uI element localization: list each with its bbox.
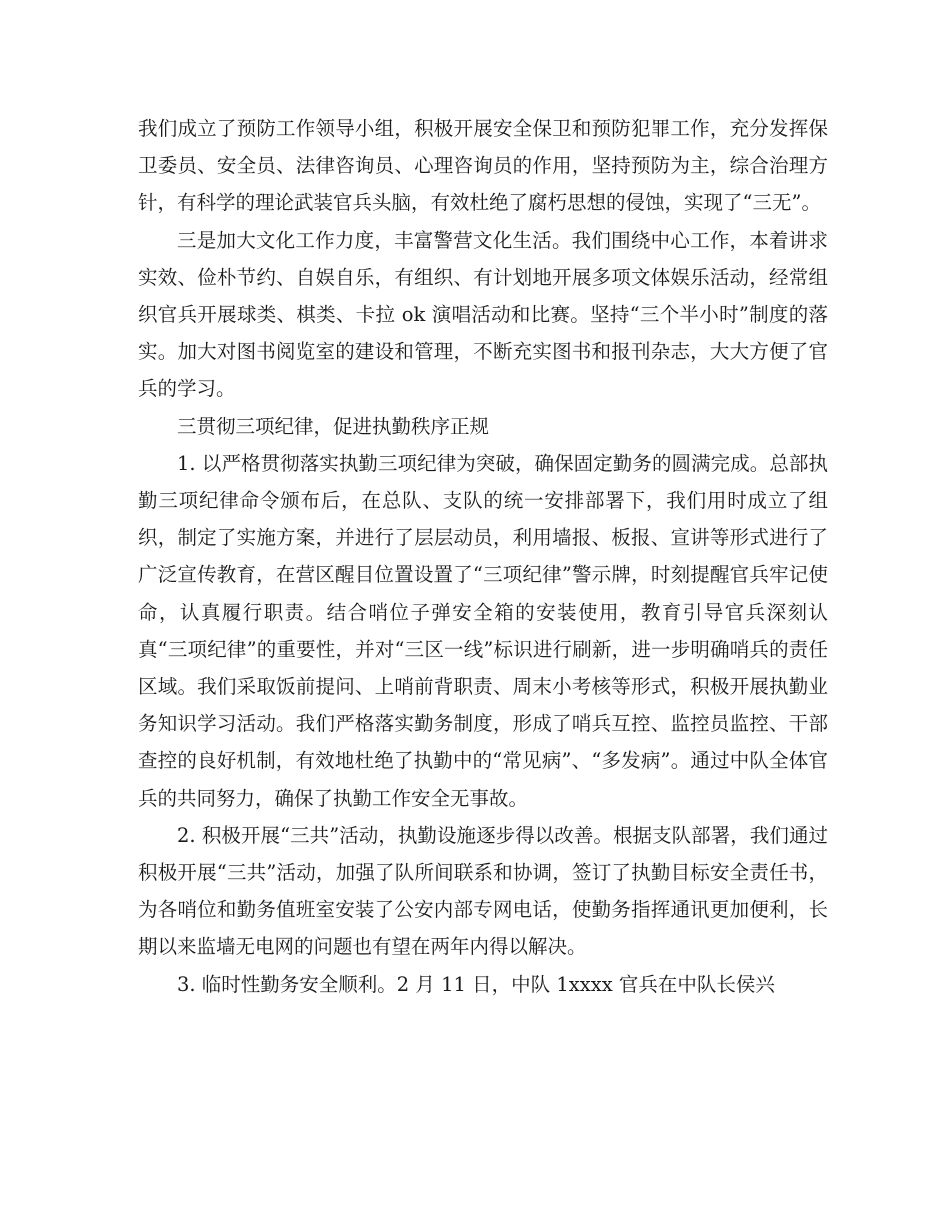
paragraph-3: 1. 以严格贯彻落实执勤三项纪律为突破，确保固定勤务的圆满完成。总部执勤三项纪律命令颁布后，在总队、支队的统一安排部署下，我们用时成立了组织，制定了实施方案，并进行了层层动员，利用墙报、板报、宣讲等形式进行了广泛宣传教育，在营区醒目位置设置了“三项纪律”警示牌，时刻提醒官兵牢记使命，认真履行职责。结合哨位子弹安全箱的安装使用，教育引导官兵深刻认真“三项纪律”的重要性，并对“三区一线”标识进行刷新，进一步明确哨兵的责任区域。我们采取饭前提问、上哨前背职责、周末小考核等形式，积极开展执勤业务知识学习活动。我们严格落实勤务制度，形成了哨兵互控、监控员监控、干部查控的良好机制，有效地杜绝了执勤中的“常见病”、“多发病”。通过中队全体官兵的共同努力，确保了执勤工作安全无事故。 xyxy=(138,451,828,810)
paragraph-1: 我们成立了预防工作领导小组，积极开展安全保卫和预防犯罪工作，充分发挥保卫委员、安全员、法律咨询员、心理咨询员的作用，坚持预防为主，综合治理方针，有科学的理论武装官兵头脑，有效杜绝了腐朽思想的侵蚀，实现了“三无”。 xyxy=(138,117,828,215)
paragraph-5: 3. 临时性勤务安全顺利。2 月 11 日，中队 1xxxx 官兵在中队长侯兴 xyxy=(177,972,775,996)
section-heading: 三贯彻三项纪律，促进执勤秩序正规 xyxy=(177,414,490,438)
paragraph-2: 三是加大文化工作力度，丰富警营文化生活。我们围绕中心工作，本着讲求实效、俭朴节约、自娱自乐，有组织、有计划地开展多项文体娱乐活动，经常组织官兵开展球类、棋类、卡拉 ok 演唱活动和比赛。坚持“三个半小时”制度的落实。加大对图书阅览室的建设和管理，不断充实图书和报刊杂志，大大方便了官兵的学习。 xyxy=(138,228,828,401)
document-body xyxy=(138,110,828,1003)
paragraph-4: 2. 积极开展“三共”活动，执勤设施逐步得以改善。根据支队部署，我们通过积极开展“三共”活动，加强了队所间联系和协调，签订了执勤目标安全责任书，为各哨位和勤务值班室安装了公安内部专网电话，使勤务指挥通讯更加便利，长期以来监墙无电网的问题也有望在两年内得以解决。 xyxy=(138,823,828,959)
